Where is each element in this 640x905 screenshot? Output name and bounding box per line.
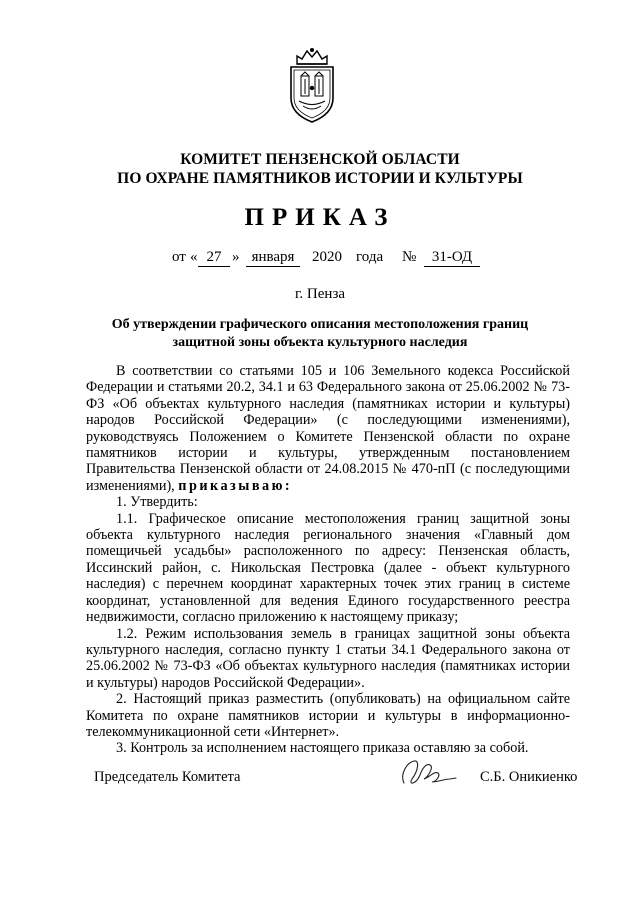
date-month <box>246 249 300 267</box>
date-number-line <box>0 249 640 271</box>
signatory-position: Председатель Комитета <box>94 769 241 785</box>
subject-line2: защитной зоны объекта культурного наследия <box>172 335 468 350</box>
date-from-label: от <box>172 249 186 265</box>
body-paragraph-preamble <box>86 363 570 494</box>
number-label: № <box>402 249 417 265</box>
body-paragraph-3: 3. Контроль за исполнением настоящего приказа оставляю за собой. <box>116 740 529 757</box>
date-day <box>198 249 230 267</box>
document-subject <box>0 316 640 352</box>
body-paragraph-2: 2. Настоящий приказ разместить (опубликовать) на официальном сайте Комитета по охране памятников истории и культуры в информационно-телекоммуникационной сети «Интернет». <box>86 691 570 740</box>
body-paragraph-1: 1. Утвердить: <box>116 494 198 511</box>
date-quote-close: » <box>232 249 240 265</box>
city-line: г. Пенза <box>294 286 346 302</box>
handwritten-signature <box>398 755 460 791</box>
preamble-text: В соответствии со статьями 105 и 106 Земельного кодекса Российской Федерации и статьями 20.2, 34.1 и 63 Федерального закона от 25.06.2002 № 73-ФЗ «Об объектах культурного наследия (памятниках истории и культуры) народов Российской Федерации» (с последующими изменениями), руководствуясь Положением о Комитете Пензенской области по охране памятников истории и культуры, утвержденным постановлением Правительства Пензенской области от 24.08.2015 № 470-пП (с последующими изменениями), <box>86 363 570 494</box>
document-type-title: ПРИКАЗ <box>244 204 396 231</box>
body-paragraph-1-1: 1.1. Графическое описание местоположения границ защитной зоны объекта культурного наследия регионального значения «Главный дом помещичьей усадьбы» расположенного по адресу: Пензенская область, Иссинский район, с. Никольская Пестровка (далее - объект культурного наследия) с перечнем координат характерных точек этих границ в системе координат, установленной для ведения Единого государственного реестра недвижимости, согласно приложению к настоящему приказу; <box>86 510 570 626</box>
date-quote-open: « <box>190 249 198 265</box>
org-name-line1: КОМИТЕТ ПЕНЗЕНСКОЙ ОБЛАСТИ <box>180 151 460 168</box>
org-name-line2: ПО ОХРАНЕ ПАМЯТНИКОВ ИСТОРИИ И КУЛЬТУРЫ <box>117 170 523 187</box>
subject-line1: Об утверждении графического описания местоположения границ <box>111 317 529 332</box>
date-day-value: 27 <box>206 249 222 265</box>
date-year-label: года <box>356 249 384 265</box>
signatory-name: С.Б. Оникиенко <box>480 769 578 785</box>
preamble-order-word: приказываю: <box>178 477 293 494</box>
coat-of-arms-icon <box>283 46 341 126</box>
doc-number-value: 31-ОД <box>431 249 473 265</box>
signature-block <box>0 769 640 793</box>
date-year: 2020 <box>312 249 342 265</box>
date-month-value: января <box>251 249 295 265</box>
document-body <box>86 363 570 757</box>
doc-number <box>424 249 480 267</box>
body-paragraph-1-2: 1.2. Режим использования земель в границах защитной зоны объекта культурного наследия, согласно пункту 1 статьи 34.1 Федерального закона от 25.06.2002 № 73-ФЗ «Об объектах культурного наследия (памятниках истории и культуры) народов Российской Федерации». <box>86 625 570 691</box>
